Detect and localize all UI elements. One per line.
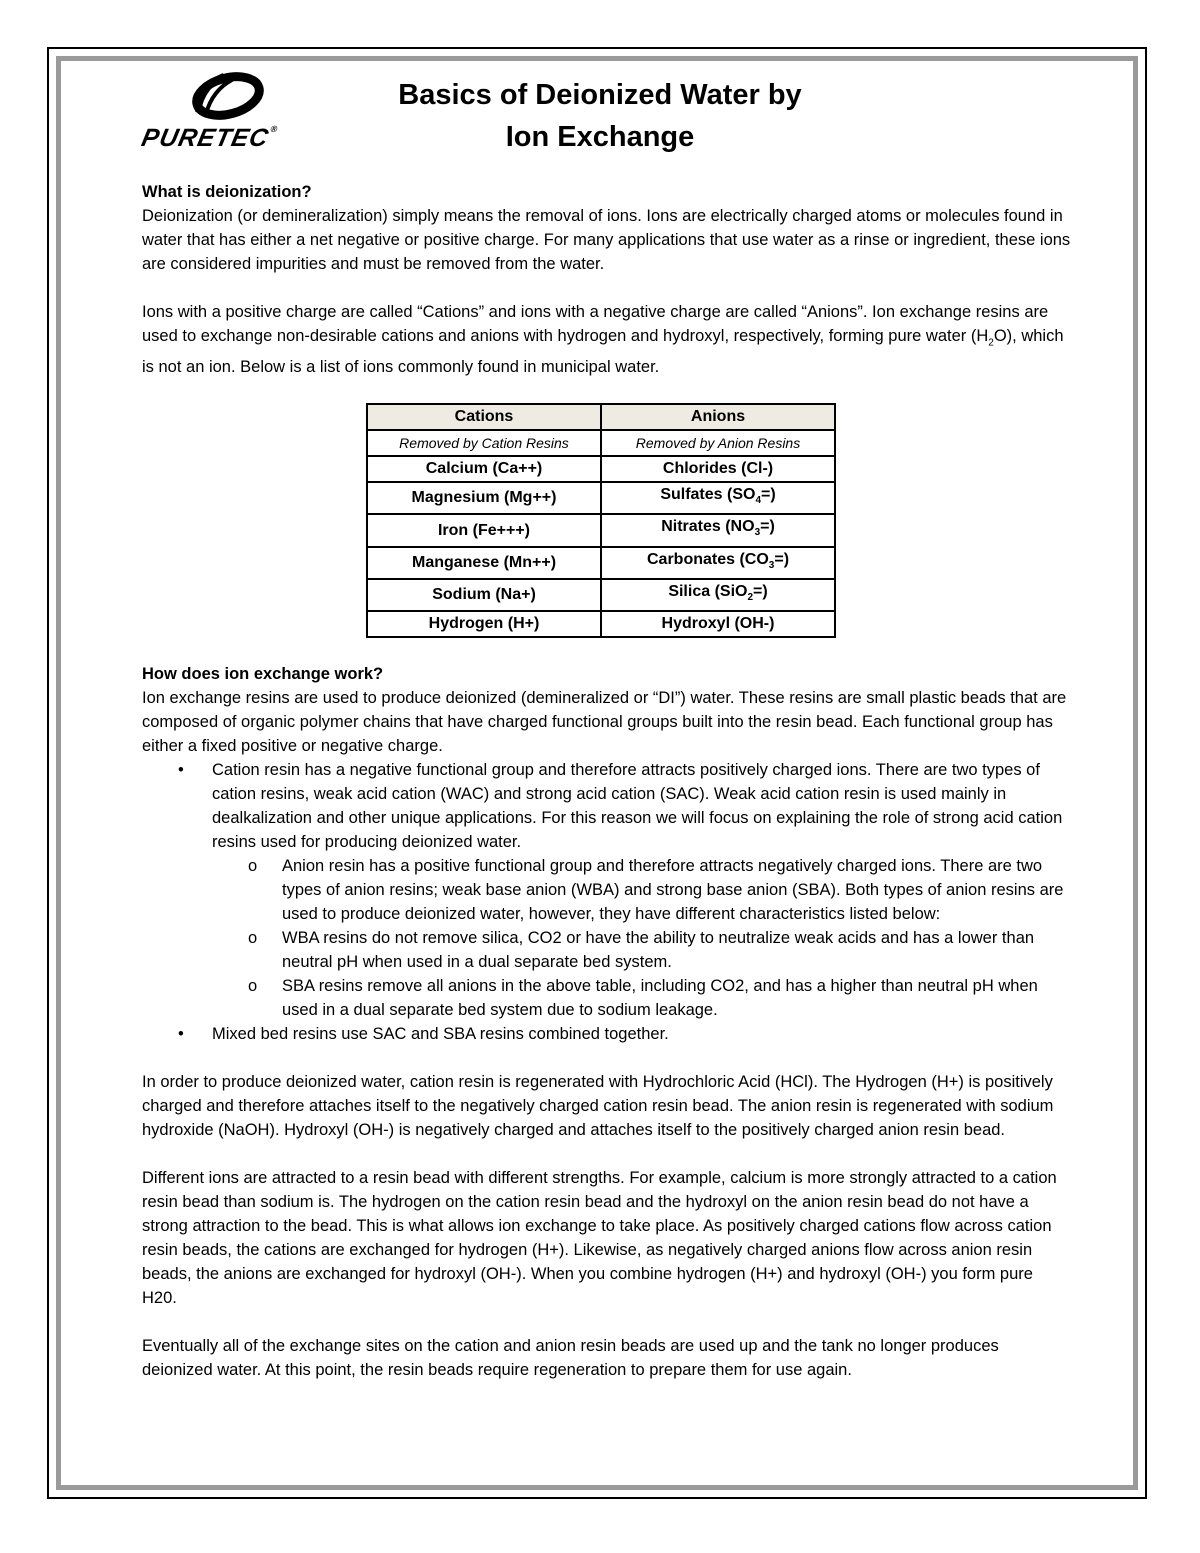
puretec-wordmark: PURETEC® — [139, 124, 280, 152]
table-subheader-row — [367, 430, 835, 456]
subheader-anion-resins: Removed by Anion Resins — [601, 430, 835, 456]
title-line-1: Basics of Deionized Water by — [398, 79, 802, 111]
anion-cell: Nitrates $(NO_3=)$ — [601, 514, 835, 546]
sub-bullet-marker: o — [248, 857, 258, 876]
table-row — [367, 514, 835, 546]
paragraph-ion-exchange-resins: Ion exchange resins are used to produce deionized (demineralized or “DI”) water. These resins are small plastic beads that are composed of organic polymer chains that have charged functional groups built into the resin bead. Each functional group has either a fixed positive or negative charge. — [142, 689, 1067, 756]
anion-cell: Sulfates $(SO_4=)$ — [601, 482, 835, 514]
table-header-row — [367, 404, 835, 430]
table-row — [367, 482, 835, 514]
title-line-2: Ion Exchange — [505, 121, 695, 153]
table-row — [367, 611, 835, 637]
cation-cell: Iron (Fe+++) — [367, 514, 601, 546]
cation-cell: Sodium (Na+) — [367, 579, 601, 611]
list-item: o Anion resin has a positive functional group and therefore attracts negatively charged ions. There are two types of anion resins; weak base anion (WBA) and strong base anion (SBA). Both types of anion resins are used to produce deionized water, however, they have different characteristics listed below: — [212, 854, 1072, 926]
table-row — [367, 456, 835, 482]
bullet-marker: • — [178, 761, 184, 780]
cation-cell: Magnesium (Mg++) — [367, 482, 601, 514]
anion-cell: Silica (SiO$_2$=) — [601, 579, 835, 611]
column-header-cations: Cations — [367, 404, 601, 430]
column-header-anions: Anions — [601, 404, 835, 430]
table-row — [367, 579, 835, 611]
list-item: o SBA resins remove all anions in the above table, including CO2, and has a higher than neutral pH when used in a dual separate bed system due to sodium leakage. — [212, 974, 1072, 1022]
section-heading-deionization: What is deionization? — [142, 183, 312, 201]
puretec-swoosh-icon — [140, 72, 300, 122]
section-heading-ion-exchange: How does ion exchange work? — [142, 665, 384, 684]
sub-list — [212, 854, 1072, 1022]
ions-table — [366, 403, 836, 638]
anion-cell: Chlorides (Cl-) — [601, 456, 835, 482]
bullet-marker: • — [178, 1025, 184, 1044]
paragraph-cations-anions: Ions with a positive charge are called “Cations” and ions with a negative charge are called “Anions”. Ion exchange resins are used to exchange non-desirable cations and anions with hydrogen and hydroxyl, respectively, forming pure water $(H_2O)$, which is not an ion. Below is a list of ions commonly found in municipal water. — [142, 303, 1064, 377]
subheader-cation-resins: Removed by Cation Resins — [367, 430, 601, 456]
paragraph-deionization-definition: Deionization (or demineralization) simply means the removal of ions. Ions are electrically charged atoms or molecules found in water that has either a net negative or positive charge. For many applications that use water as a rinse or ingredient, these ions are considered impurities and must be removed from the water. — [142, 207, 1071, 273]
paragraph-regeneration: In order to produce deionized water, cation resin is regenerated with Hydrochloric Acid (HCl). The Hydrogen (H+) is positively charged and therefore attaches itself to the negatively charged cation resin bead. The anion resin is regenerated with sodium hydroxide (NaOH). Hydroxyl (OH-) is negatively charged and attaches itself to the positively charged anion resin bead. — [142, 1073, 1054, 1140]
list-item: o WBA resins do not remove silica, CO2 or have the ability to neutralize weak acids and has a lower than neutral pH when used in a dual separate bed system. — [212, 926, 1072, 974]
list-item: • Mixed bed resins use SAC and SBA resins combined together. — [142, 1022, 1072, 1046]
anion-cell: Hydroxyl (OH-) — [601, 611, 835, 637]
list-item: • Cation resin has a negative functional group and therefore attracts positively charged ions. There are two types of cation resins, weak acid cation (WAC) and strong acid cation (SAC). Weak acid cation resin is used mainly in dealkalization and other unique applications. For this reason we will focus on explaining the role of strong acid cation resins used for producing deionized water. o Anion resin has a positive functional group and therefore attracts negatively charged ions. There are two types of anion resins; weak base anion (WBA) and strong base anion (SBA). Both types of anion resins are used to produce deionized water, however, they have different characteristics listed below: o WBA resins do not remove silica, CO2 or have the ability to neutralize weak acids and has a lower than neutral pH when used in a dual separate bed system. o SBA resins remove all anions in the above table, including CO2, and has a higher than neutral pH when used in a dual separate bed system due to sodium leakage. — [142, 758, 1072, 1022]
puretec-logo — [140, 72, 300, 152]
anion-cell: Carbonates $(CO_3=)$ — [601, 547, 835, 579]
paragraph-attraction-strengths: Different ions are attracted to a resin bead with different strengths. For example, calcium is more strongly attracted to a cation resin bead than sodium is. The hydrogen on the cation resin bead and the hydroxyl on the anion resin bead do not have a strong attraction to the bead. This is what allows ion exchange to take place. As positively charged cations flow across cation resin beads, the cations are exchanged for hydrogen (H+). Likewise, as negatively charged anions flow across anion resin beads, the anions are exchanged for hydroxyl (OH-). When you combine hydrogen (H+) and hydroxyl (OH-) you form pure H20. — [142, 1169, 1057, 1308]
bullet-list — [142, 758, 1072, 1046]
paragraph-exhaustion: Eventually all of the exchange sites on the cation and anion resin beads are used up and the tank no longer produces deionized water. At this point, the resin beads require regeneration to prepare them for use again. — [142, 1337, 999, 1380]
cation-cell: Hydrogen (H+) — [367, 611, 601, 637]
table-row — [367, 547, 835, 579]
sub-bullet-marker: o — [248, 977, 258, 996]
sub-bullet-marker: o — [248, 929, 258, 948]
page-title — [300, 74, 900, 158]
cation-cell: Manganese (Mn++) — [367, 547, 601, 579]
document-body — [142, 180, 1072, 1382]
cation-cell: Calcium (Ca++) — [367, 456, 601, 482]
